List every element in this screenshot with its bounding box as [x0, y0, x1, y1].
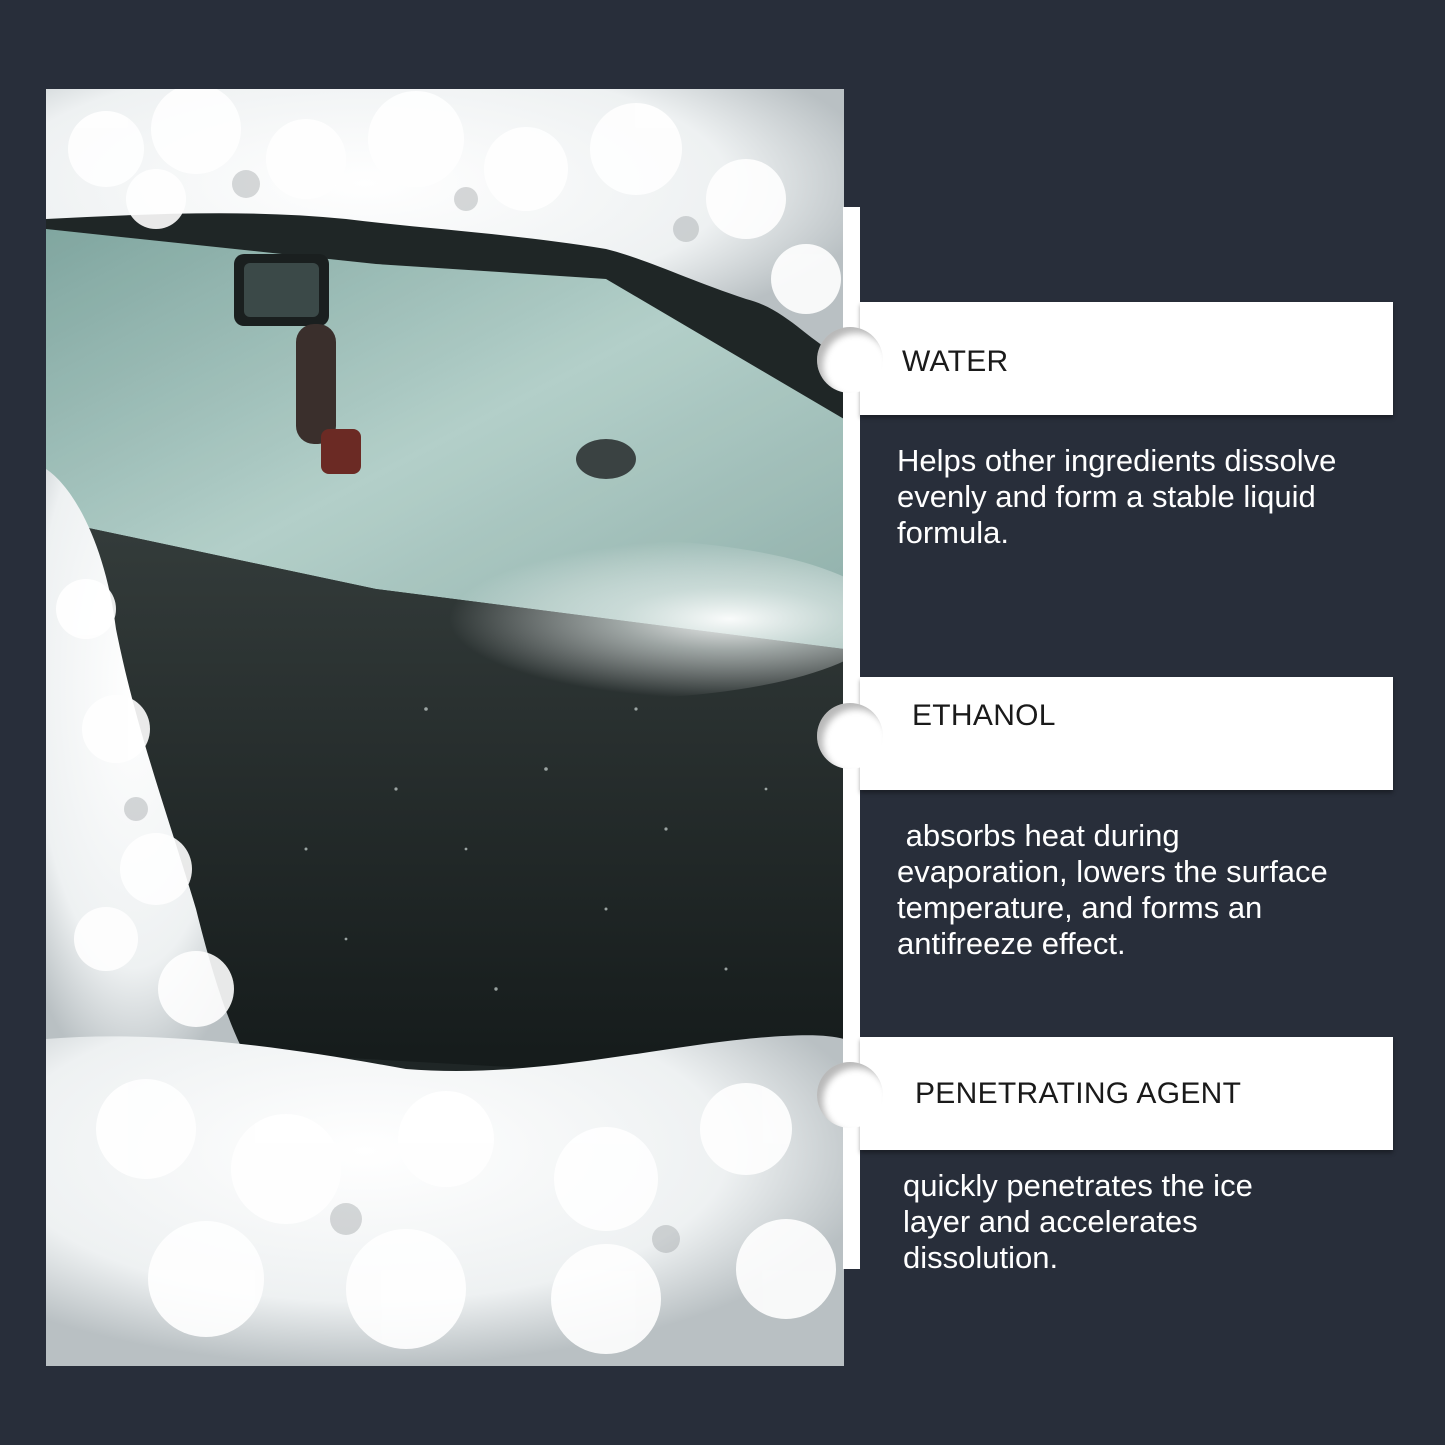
- ingredient-description-penetrating-agent: quickly penetrates the ice layer and accelerates dissolution.: [903, 1168, 1253, 1275]
- windshield-photo: [46, 89, 844, 1366]
- ingredient-label-box-penetrating-agent: [860, 1037, 1393, 1150]
- circle-bullet-icon: [817, 1062, 883, 1128]
- circle-bullet-icon: [817, 327, 883, 393]
- ingredient-name-penetrating-agent: PENETRATING AGENT: [915, 1077, 1242, 1110]
- circle-bullet-icon: [817, 703, 883, 769]
- ingredient-name-ethanol: ETHANOL: [912, 699, 1056, 732]
- ingredient-description-ethanol: absorbs heat during evaporation, lowers the surface temperature, and forms an antifreeze effect.: [897, 818, 1337, 961]
- ingredient-description-water: Helps other ingredients dissolve evenly and form a stable liquid formula.: [897, 443, 1337, 550]
- ingredient-name-water: WATER: [902, 345, 1009, 378]
- ingredient-label-box-ethanol: [860, 677, 1393, 790]
- ingredient-label-box-water: [860, 302, 1393, 415]
